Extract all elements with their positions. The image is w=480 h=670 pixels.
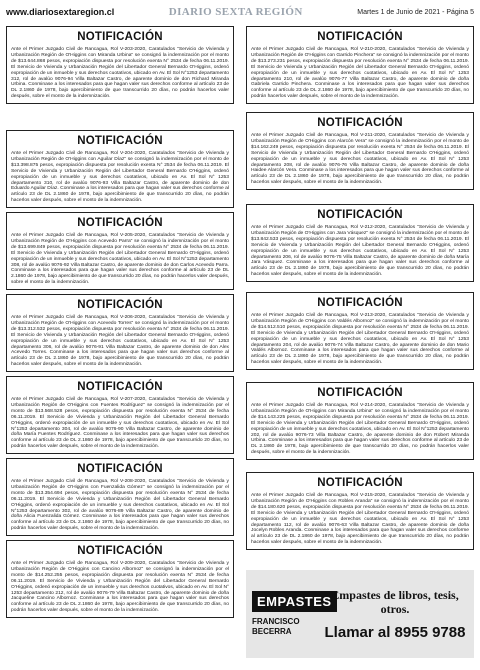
newspaper-name: DIARIO SEXTA REGIÓN bbox=[168, 6, 303, 18]
notice-title: NOTIFICACIÓN bbox=[317, 297, 403, 309]
notice-body: Ante el Primer Juzgado Civil de Rancagua, Rol V-215-2020, Caratulados "Servicio de Vivienda y Urbanización Región de O'Higgins con Robles Aranda" se consignó la indemnización por el monto de $14.180.620 pesos, expropiación dispuesta por resolución exenta N° 2534 de fecha 06.11.2019. El Servicio de Vivienda y Urbanización Región del Libertador General Bernardo O'Higgins, ordenó expropiación de un inmueble y sus derechos cuotativos, ubicado en Av. El Sol N° 1253 departamento 112, rol de avalúo 9076-63 Villa Baltazar Castro, de aparente dominio de doña Jocelyn Robles Aranda. Conminase a los interesados para que hagan valer sus derechos conforme al artículo 23 de DL 2.1860 de 1978, bajo apercibimiento de que transcurrido 20 días, no podrán hacerlos valer después, sobre el monto de la indemnización. bbox=[251, 493, 469, 546]
notices-grid bbox=[6, 26, 474, 658]
page-header bbox=[6, 4, 474, 20]
owner-last-name: BECERRA bbox=[252, 627, 292, 636]
left-column bbox=[6, 26, 234, 658]
notice-body: Ante el Primer Juzgado Civil de Rancagua, Rol V-213-2020, Caratulados "Servicio de Vivienda y Urbanización Región de O'Higgins con Valdés Albornoz" se consignó la indemnización por el monto de $14.512.510 pesos, expropiación dispuesta por resolución exenta N° 2534 de fecha 06.11.2019. El Servicio de Vivienda y Urbanización Región del Libertador General Bernardo O'Higgins, ordenó expropiación de un inmueble y sus derechos cuotativos, ubicado en Av. El Sol N° 1253 departamento 204, rol de avalúo 9076-74 Villa Baltazar Castro, de aparente dominio de don Mario Valdés Albornoz. Conminase a los interesados para que hagan valer sus derechos conforme al artículo 23 de DL 2.1860 de 1978, bajo apercibimiento de que transcurrido 20 días, no podrán hacerlos valer después, sobre el monto de la indemnización. bbox=[251, 313, 469, 366]
notice-title: NOTIFICACIÓN bbox=[77, 31, 163, 43]
notice-box bbox=[246, 382, 474, 460]
notice-body: Ante el Primer Juzgado Civil de Rancagua, Rol V-209-2020, Caratulados "Servicio de Vivienda y Urbanización Región de O'Higgins con Cancino Albornoz" se consignó la indemnización por el monto de $14.252.255 pesos, expropiación dispuesta por resolución exenta N° 2534 de fecha 06.11.2019. El Servicio de Vivienda y Urbanización Región del Libertador General Bernardo O'Higgins, ordenó expropiación de un inmueble y sus derechos cuotativos, ubicado en Av. El Sol N° 1253 departamento 212, rol de avalúo 9076-79 Villa Baltazar Castro, de aparente dominio de doña Jacqueline Cancino Albornoz. Conminase a los interesados para que hagan valer sus derechos conforme al artículo 23 de DL 2.1860 de 1978, bajo apercibimiento de que transcurrido 20 días, no podrán hacerlos valer después, sobre el monto de la indemnización. bbox=[11, 561, 229, 614]
notice-title: NOTIFICACIÓN bbox=[77, 217, 163, 229]
notice-body: Ante el Primer Juzgado Civil de Rancagua, Rol V-211-2020, Caratulados "Servicio de Vivienda y Urbanización Región de O'Higgins con Alarcón Vera" se consignó la indemnización por el monto de $14.162.249 pesos, expropiación dispuesta por resolución exenta N° 2534 de fecha 06.11.2019. El Servicio de Vivienda y Urbanización Región del Libertador General Bernardo O'Higgins, ordenó expropiación de un inmueble y sus derechos cuotativos, ubicado en Av. El Sol N° 1253 departamento 208, rol de avalúo 9076-76 Villa Baltazar Castro, de aparente dominio de doña Haidee Alarcón Vera. Conminase a los interesados para que hagan valer sus derechos conforme al artículo 23 de DL 2.1860 de 1978, bajo apercibimiento de que transcurrido 20 días, no podrán hacerlos valer después, sobre el monto de la indemnización. bbox=[251, 133, 469, 186]
notice-title: NOTIFICACIÓN bbox=[77, 135, 163, 147]
notice-title: NOTIFICACIÓN bbox=[317, 477, 403, 489]
notice-title: NOTIFICACIÓN bbox=[77, 545, 163, 557]
ad-tagline: Empastes de libros, tesis, otros. bbox=[331, 587, 459, 616]
notice-box bbox=[6, 458, 234, 536]
notice-box bbox=[6, 212, 234, 290]
notice-box bbox=[246, 26, 474, 104]
notice-body: Ante el Primer Juzgado Civil de Rancagua, Rol V-210-2020, Caratulados "Servicio de Vivienda y Urbanización Región de O'Higgins con Garrido Pinchera" se consignó la indemnización por el monto de $13.273.231 pesos, expropiación dispuesta por resolución exenta N° 2534 de fecha 06.11.2019. El Servicio de Vivienda y Urbanización Región del Libertador General Bernardo O'Higgins, ordenó expropiación de un inmueble y sus derechos cuotativos, ubicado en Av. El Sol N° 1253 departamento 210, rol de avalúo 9076-77 Villa Baltazar Castro, de aparente dominio de doña Gabriela Garrido Pinchera. Conminase a los interesados para que hagan valer sus derechos conforme al artículo 23 de DL 2.1860 de 1978, bajo apercibimiento de que transcurrido 20 días, no podrán hacerlos valer después, sobre el monto de la indemnización. bbox=[251, 47, 469, 100]
notice-title: NOTIFICACIÓN bbox=[77, 381, 163, 393]
notice-box bbox=[6, 376, 234, 454]
notice-box bbox=[246, 472, 474, 550]
bookbinding-ad bbox=[246, 570, 474, 658]
ad-logo-block bbox=[252, 576, 332, 652]
page-date: Martes 1 de Junio de 2021 - Página 5 bbox=[357, 8, 474, 16]
notice-body: Ante el Primer Juzgado Civil de Rancagua, Rol V-208-2020, Caratulados "Servicio de Vivienda y Urbanización Región de O'Higgins con Fuenzalida Gómez" se consignó la indemnización por el monto de $13.354.694 pesos, expropiación dispuesta por resolución exenta N° 2534 de fecha 06.11.2019. El Servicio de Vivienda y Urbanización Región del Libertador General Bernardo O'Higgins, ordenó expropiación de un inmueble y sus derechos cuotativos, ubicado en Av. El Sol N°1253 departamento 302, rol de avalúo 9076-89 Villa Baltazar Castro, de aparente dominio de doña Alicia Fuenzalida Gómez. Conminase a los interesados para que hagan valer sus derechos conforme al artículo 23 de DL 2.1860 de 1978, bajo apercibimiento de que transcurrido 20 días, no podrán hacerlos valer después, sobre el monto de la indemnización. bbox=[11, 479, 229, 532]
notice-title: NOTIFICACIÓN bbox=[317, 117, 403, 129]
notice-body: Ante el Primer Juzgado Civil de Rancagua, Rol V-207-2020, Caratulados "Servicio de Vivienda y Urbanización Región de O'Higgins con Fuentes Rodríguez" se consignó la indemnización por el monto de $13.568.528 pesos, expropiación dispuesta por resolución exenta N° 2534 de fecha 06.11.2019. El Servicio de Vivienda y Urbanización Región del Libertador General Bernardo O'Higgins, ordenó expropiación de un inmueble y sus derechos cuotativos, ubicado en Av. El Sol N°1253 departamento 304, rol de avalúo 9076-90 Villa Baltazar Castro, de aparente dominio de doña María Fuentes Rodríguez. Conminase a los interesados para que hagan valer sus derechos conforme al artículo 23 de DL 2.1860 de 1978, bajo apercibimiento de que transcurrido 20 días, no podrán hacerlos valer después, sobre el monto de la indemnización. bbox=[11, 397, 229, 450]
notice-body: Ante el Primer Juzgado Civil de Rancagua, Rol V-212-2020, Caratulados "Servicio de Vivienda y Urbanización Región de O'Higgins con Jara Vásquez" se consignó la indemnización por el monto de $13.842.533 pesos, expropiación dispuesta por resolución exenta N° 2534 de fecha 06.11.2019. El Servicio de Vivienda y Urbanización Región del Libertador General Bernardo O'Higgins, ordenó expropiación de un inmueble y sus derechos cuotativos, ubicado en Av. El Sol N° 1253 departamento 206, rol de avalúo 9076-75 Villa Baltazar Castro, de aparente dominio de doña María Jara Vásquez. Conminase a los interesados para que hagan valer sus derechos conforme al artículo 23 de DL 2.1860 de 1978, bajo apercibimiento de que transcurrido 20 días, no podrán hacerlos valer después, sobre el monto de la indemnización. bbox=[251, 225, 469, 278]
notice-body: Ante el Primer Juzgado Civil de Rancagua, Rol V-206-2020, Caratulados "Servicio de Vivienda y Urbanización Región de O'Higgins con Acevedo Torres" se consignó la indemnización por el monto de $13.312.532 pesos, expropiación dispuesta por resolución exenta N° 2534 de fecha 06.11.2019. El Servicio de Vivienda y Urbanización Región del Libertador General Bernardo O'Higgins, ordenó expropiación de un inmueble y sus derechos cuotativos, ubicado en Av. El Sol N° 1253 departamento 306, rol de avalúo 9076-91 Villa Baltazar Castro, de aparente dominio de don Alex Acevedo Torres. Conminase a los interesados para que hagan valer sus derechos conforme al artículo 23 de DL 2.1860 de 1978, bajo apercibimiento de que transcurrido 20 días, no podrán hacerlos valer después, sobre el monto de la indemnización. bbox=[11, 315, 229, 368]
notice-body: Ante el Primer Juzgado Civil de Rancagua, Rol V-204-2020, Caratulados "Servicio de Vivienda y Urbanización Región de O'Higgins con Aguilar Díaz" se consignó la indemnización por el monto de $13.398.875 pesos, expropiación dispuesta por resolución exenta N° 2534 de fecha 06.11.2019. El Servicio de Vivienda y Urbanización Región del Libertador General Bernardo O'Higgins, ordenó expropiación de un inmueble y sus derechos cuotativos, ubicado en Av. El Sol N° 1253 departamento 310, rol de avalúo 9076-93 Villa Baltazar Castro, de aparente dominio de don Eduardo Aguilar Díaz. Conminase a los interesados para que hagan valer sus derechos conforme al artículo 23 de DL 2.1860 de 1978, bajo apercibimiento de que transcurrido 20 días, no podrán hacerlos valer después, sobre el monto de la indemnización. bbox=[11, 151, 229, 204]
notice-title: NOTIFICACIÓN bbox=[77, 299, 163, 311]
notice-title: NOTIFICACIÓN bbox=[317, 387, 403, 399]
notice-box bbox=[246, 112, 474, 190]
notice-box bbox=[246, 204, 474, 282]
site-url[interactable]: www.diariosextaregion.cl bbox=[6, 7, 115, 17]
notice-body: Ante el Primer Juzgado Civil de Rancagua, Rol V-203-2020, Caratulados "Servicio de Vivienda y Urbanización Región de O'Higgins con Miranda Urbina" se consignó la indemnización por el monto de $13.644.868 pesos, expropiación dispuesta por resolución exenta N° 2534 de fecha 06.11.2019. El Servicio de Vivienda y Urbanización Región del Libertador General Bernardo O'Higgins, ordenó expropiación de un inmueble y sus derechos cuotativos, ubicado en Av. El Sol N°1253 departamento 312, rol de avalúo 9076-94 Villa Baltazar Castro, de aparente dominio de don Richard Miranda Urbina. Conminase a los interesados para que hagan valer sus derechos conforme al artículo 23 de DL 2.1860 de 1978, bajo apercibimiento de que transcurrido 20 días, no podrán hacerlos valer después, sobre el monto de la indemnización. bbox=[11, 47, 229, 100]
notice-title: NOTIFICACIÓN bbox=[317, 209, 403, 221]
notice-body: Ante el Primer Juzgado Civil de Rancagua, Rol V-205-2020, Caratulados "Servicio de Vivienda y Urbanización Región de O'Higgins con Acevedo Parra" se consignó la indemnización por el monto de $13.699.849 pesos, expropiación dispuesta por resolución exenta N° 2534 de fecha 06.11.2019. El Servicio de Vivienda y Urbanización Región del Libertador General Bernardo O'Higgins, ordenó expropiación de un inmueble y sus derechos cuotativos, ubicado en Av. El Sol N°1253 departamento 308, rol de avalúo 9076-92 Villa Baltazar Castro, de aparente dominio de don Carlos Acevedo Parra. Conminase a los interesados para que hagan valer sus derechos conforme al artículo 23 de DL 2.1860 de 1978, bajo apercibimiento de que transcurrido 20 días, no podrán hacerlos valer después, sobre el monto de la indemnización. bbox=[11, 233, 229, 286]
right-column bbox=[246, 26, 474, 658]
notice-box bbox=[6, 130, 234, 208]
notice-box bbox=[6, 294, 234, 372]
notice-box bbox=[246, 292, 474, 370]
notice-title: NOTIFICACIÓN bbox=[77, 463, 163, 475]
notice-body: Ante el Primer Juzgado Civil de Rancagua, Rol V-214-2020, Caratulados "Servicio de Vivienda y Urbanización Región de O'Higgins con Miranda Urbina" se consignó la indemnización por el monto de $14.143.225 pesos, expropiación dispuesta por resolución exenta N° 2534 de fecha 06.11.2019. El Servicio de Vivienda y Urbanización Región del Libertador General Bernardo O'Higgins, ordenó expropiación de un inmueble y sus derechos cuotativos, ubicado en Av. El Sol N°1253 departamento 202, rol de avalúo 9076-73 Villa Baltazar Castro, de aparente dominio de don Robert Miranda Urbina. Conminase a los interesados para que hagan valer sus derechos conforme al artículo 23 de DL 2.1860 de 1978, bajo apercibimiento de que transcurrido 20 días, no podrán hacerlos valer después, sobre el monto de la indemnización. bbox=[251, 403, 469, 456]
ad-phone: Llamar al 8955 9788 bbox=[324, 623, 466, 641]
ad-owner bbox=[252, 617, 300, 637]
owner-first-name: FRANCISCO bbox=[252, 617, 300, 626]
notice-box bbox=[6, 26, 234, 104]
empastes-logo: EMPASTES bbox=[252, 591, 337, 612]
ad-text-block bbox=[322, 576, 468, 652]
notice-title: NOTIFICACIÓN bbox=[317, 31, 403, 43]
notice-box bbox=[6, 540, 234, 618]
